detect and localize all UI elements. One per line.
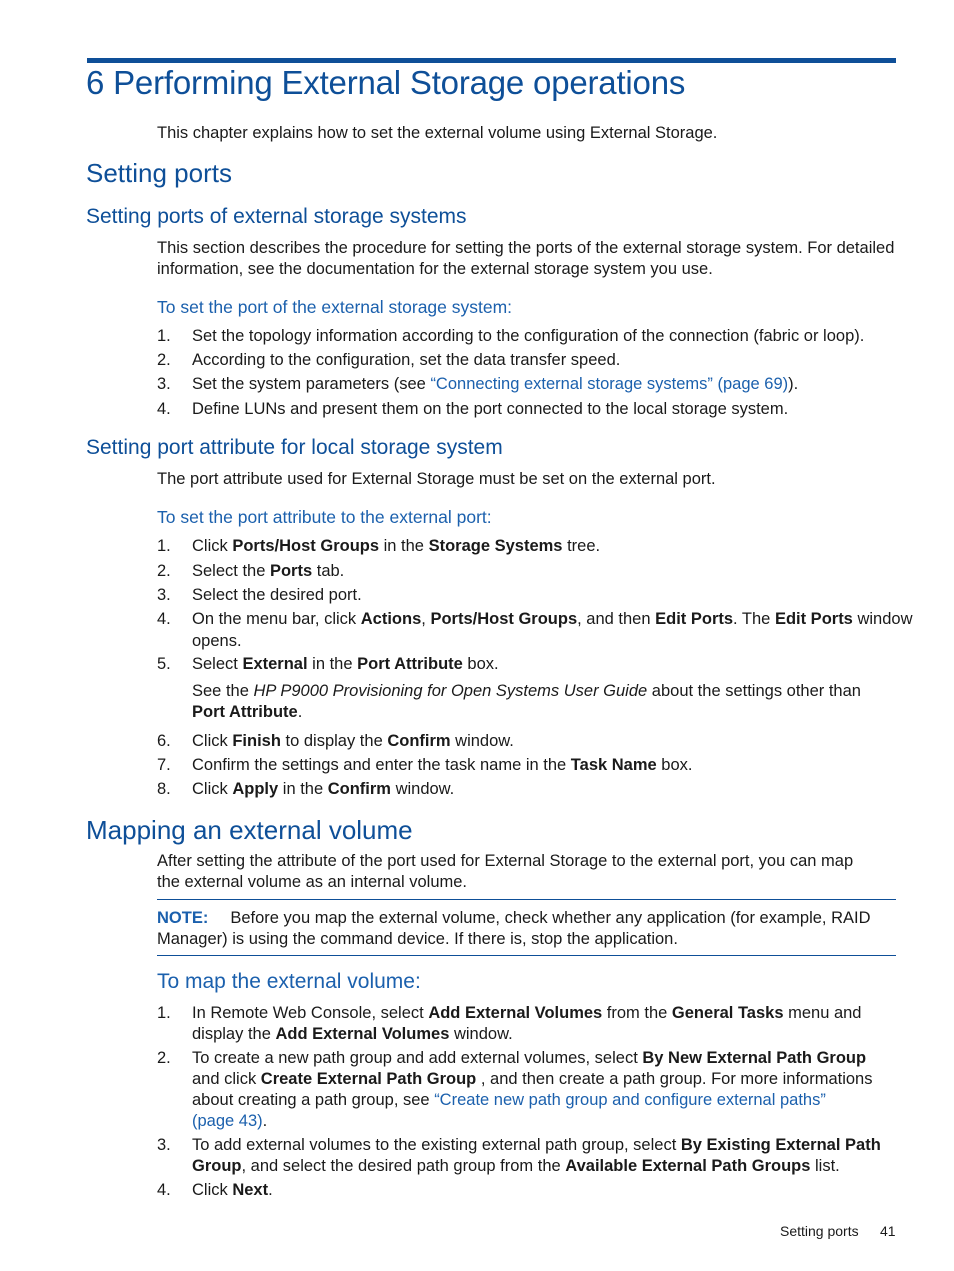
step-text-segment: window. (390, 780, 455, 798)
ui-term: Confirm (387, 732, 451, 750)
step-text-segment: . (268, 1181, 273, 1199)
step-text-segment: Click (192, 732, 233, 750)
step-text-continued (192, 1069, 872, 1090)
step-text-continued (192, 1156, 840, 1177)
step-text: According to the configuration, set the data transfer speed. (192, 351, 621, 369)
step-text-segment: about the settings other than (647, 682, 861, 700)
step-number: 4. (157, 1181, 171, 1199)
ui-term: Edit Ports (774, 610, 853, 628)
step-text-segment: Confirm the settings and enter the task name in the (192, 756, 571, 774)
step-text-segment: box. (656, 756, 693, 774)
step-text-segment: menu and (783, 1004, 862, 1022)
step-number: 7. (157, 756, 171, 774)
ui-term: Ports/Host Groups (232, 537, 380, 555)
ui-term: Add External Volumes (428, 1004, 603, 1022)
step-number: 2. (157, 351, 171, 369)
ui-term: Edit Ports (655, 610, 734, 628)
step-text-segment: . (297, 703, 303, 721)
step-text-segment: Click (192, 537, 233, 555)
step-text-segment: tree. (562, 537, 601, 555)
ui-term: Task Name (570, 756, 657, 774)
step-text (192, 1003, 862, 1024)
step-text-segment: in the (307, 655, 358, 673)
ui-term: Create External Path Group (260, 1070, 477, 1088)
cross-reference-link[interactable]: “Create new path group and configure external paths” (434, 1091, 826, 1109)
ui-term: Next (232, 1181, 269, 1199)
paragraph-line: the external volume as an internal volume. (157, 873, 468, 891)
ui-term: Port Attribute (192, 703, 298, 721)
step-text-segment: Select the (192, 562, 270, 580)
step-number: 1. (157, 537, 171, 555)
step-number: 6. (157, 732, 171, 750)
step-text-segment: window (852, 610, 913, 628)
step-number: 3. (157, 1136, 171, 1154)
ui-term: By New External Path Group (642, 1049, 867, 1067)
step-text (192, 1135, 881, 1156)
ui-term: Apply (232, 780, 279, 798)
chapter-title: 6 Performing External Storage operations (86, 64, 686, 101)
paragraph-line: information, see the documentation for the external storage system you use. (157, 260, 713, 278)
step-text-segment: window. (449, 1025, 513, 1043)
step-text (192, 1180, 273, 1201)
step-text-segment: in the (379, 537, 429, 555)
step-number: 4. (157, 400, 171, 418)
step-number: 3. (157, 375, 171, 393)
step-text: Set the topology information according to the configuration of the connection (fabric or loop). (192, 327, 865, 345)
paragraph-line: This section describes the procedure for setting the ports of the external storage system. For detailed (157, 239, 895, 257)
document-title: HP P9000 Provisioning for Open Systems User Guide (253, 682, 648, 700)
ui-term: Actions (360, 610, 422, 628)
heading-setting-ports: Setting ports (86, 158, 232, 188)
step-text-segment: , and then (577, 610, 656, 628)
note-label: NOTE: (157, 909, 209, 927)
ui-term: External (242, 655, 308, 673)
procedure-title: To set the port attribute to the external port: (157, 507, 492, 527)
step-text (192, 1048, 866, 1069)
step-text-segment: To add external volumes to the existing external path group, select (192, 1136, 681, 1154)
ui-term: Ports (269, 562, 313, 580)
ui-term: By Existing External Path (680, 1136, 881, 1154)
note-line (157, 908, 871, 929)
step-text-segment: list. (810, 1157, 840, 1175)
step-text: Define LUNs and present them on the port connected to the local storage system. (192, 400, 789, 418)
ui-term: General Tasks (671, 1004, 784, 1022)
step-number: 2. (157, 1049, 171, 1067)
step-number: 3. (157, 586, 171, 604)
step-text-segment: See the (192, 682, 254, 700)
ui-term: Add External Volumes (275, 1025, 450, 1043)
ui-term: Group (192, 1157, 242, 1175)
step-number: 2. (157, 562, 171, 580)
step-text-segment: from the (602, 1004, 672, 1022)
step-number: 5. (157, 655, 171, 673)
chapter-top-rule (87, 58, 896, 63)
step-text-segment: Set the system parameters (see (192, 375, 431, 393)
step-text (192, 561, 344, 582)
step-text-continued (192, 1090, 826, 1111)
footer-page-number: 41 (880, 1223, 896, 1239)
step-text-segment: in the (278, 780, 328, 798)
ui-term: Port Attribute (357, 655, 463, 673)
step-text-continued: opens. (192, 632, 242, 650)
step-text: Select the desired port. (192, 586, 362, 604)
ui-term: Ports/Host Groups (430, 610, 578, 628)
cross-reference-link[interactable]: “Connecting external storage systems” (page 69) (430, 375, 789, 393)
note-line: Manager) is using the command device. If there is, stop the application. (157, 930, 678, 948)
paragraph-line: After setting the attribute of the port used for External Storage to the external port, you can map (157, 852, 854, 870)
paragraph: The port attribute used for External Storage must be set on the external port. (157, 470, 716, 488)
step-text-segment: To create a new path group and add external volumes, select (192, 1049, 643, 1067)
step-text (192, 536, 600, 557)
step-text-segment: tab. (312, 562, 345, 580)
step-text (192, 779, 454, 800)
procedure-title: To set the port of the external storage system: (157, 297, 513, 317)
footer-section-name: Setting ports (780, 1223, 859, 1239)
step-text-segment: In Remote Web Console, select (192, 1004, 429, 1022)
step-text-segment: , and then create a path group. For more informations (476, 1070, 873, 1088)
step-text-continued (192, 1024, 513, 1045)
step-note-continued (192, 702, 302, 723)
step-text-segment: . The (733, 610, 775, 628)
step-text-segment: about creating a path group, see (192, 1091, 435, 1109)
step-text-segment: On the menu bar, click (192, 610, 361, 628)
step-text-segment: display the (192, 1025, 276, 1043)
ui-term: Finish (232, 732, 281, 750)
step-text-segment: Select (192, 655, 243, 673)
step-text-segment: , (421, 610, 431, 628)
step-text-segment: , and select the desired path group from the (241, 1157, 566, 1175)
step-note (192, 681, 861, 702)
step-text-segment: to display the (280, 732, 388, 750)
ui-term: Storage Systems (428, 537, 563, 555)
step-number: 1. (157, 1004, 171, 1022)
heading-external-storage-ports: Setting ports of external storage systems (86, 205, 467, 228)
cross-reference-link[interactable]: (page 43) (192, 1112, 263, 1130)
ui-term: Confirm (327, 780, 391, 798)
procedure-title: To map the external volume: (157, 970, 421, 993)
step-text (192, 609, 913, 630)
note-bottom-rule (157, 955, 896, 956)
step-text-continued (192, 1111, 267, 1132)
ui-term: Available External Path Groups (565, 1157, 811, 1175)
chapter-intro: This chapter explains how to set the external volume using External Storage. (157, 124, 718, 142)
step-text (192, 374, 798, 395)
step-number: 4. (157, 610, 171, 628)
note-text: Before you map the external volume, check whether any application (for example, RAID (230, 909, 871, 927)
heading-mapping-external-volume: Mapping an external volume (86, 815, 413, 845)
step-number: 8. (157, 780, 171, 798)
step-text-segment: Click (192, 1181, 233, 1199)
step-text (192, 755, 693, 776)
step-text-segment: box. (462, 655, 499, 673)
note-top-rule (157, 899, 896, 900)
step-number: 1. (157, 327, 171, 345)
step-text-segment: . (262, 1112, 268, 1130)
step-text-segment: ). (788, 375, 799, 393)
step-text-segment: and click (192, 1070, 261, 1088)
step-text-segment: Click (192, 780, 233, 798)
step-text-segment: window. (450, 732, 514, 750)
step-text (192, 654, 499, 675)
heading-local-port-attribute: Setting port attribute for local storage system (86, 436, 503, 459)
step-text (192, 731, 514, 752)
